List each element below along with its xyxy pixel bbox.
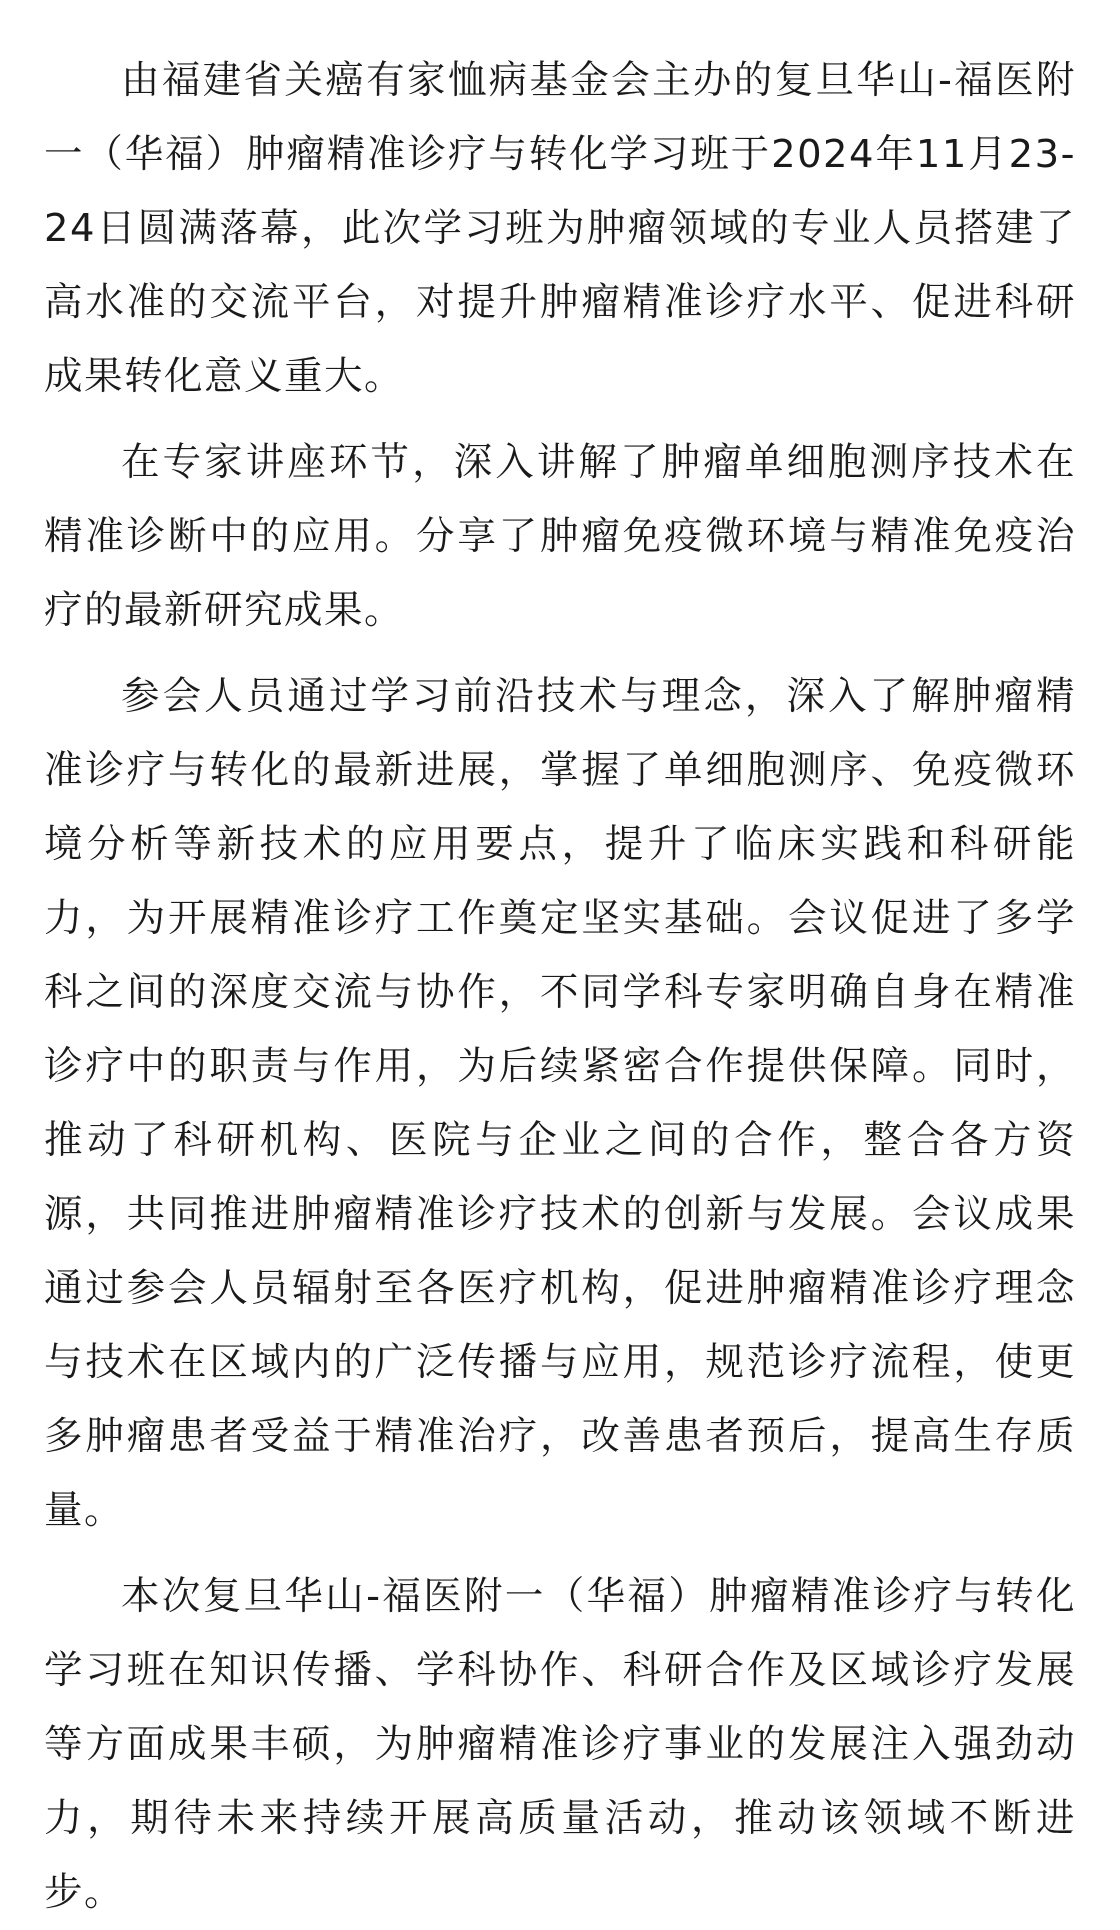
paragraph-conclusion: 本次复旦华山-福医附一（华福）肿瘤精准诊疗与转化学习班在知识传播、学科协作、科研合作及区域诊疗发展等方面成果丰硕，为肿瘤精准诊疗事业的发展注入强劲动力，期待未来持续开展高质量活动，推动该领域不断进步。 <box>44 1574 1076 1915</box>
paragraph-outcomes: 参会人员通过学习前沿技术与理念，深入了解肿瘤精准诊疗与转化的最新进展，掌握了单细胞测序、免疫微环境分析等新技术的应用要点，提升了临床实践和科研能力，为开展精准诊疗工作奠定坚实基础。会议促进了多学科之间的深度交流与协作，不同学科专家明确自身在精准诊疗中的职责与作用，为后续紧密合作提供保障。同时，推动了科研机构、医院与企业之间的合作，整合各方资源，共同推进肿瘤精准诊疗技术的创新与发展。会议成果通过参会人员辐射至各医疗机构，促进肿瘤精准诊疗理念与技术在区域内的广泛传播与应用，规范诊疗流程，使更多肿瘤患者受益于精准治疗，改善患者预后，提高生存质量。 <box>44 674 1076 1533</box>
paragraph-intro: 由福建省关癌有家恤病基金会主办的复旦华山-福医附一（华福）肿瘤精准诊疗与转化学习班于2024年11月23-24日圆满落幕，此次学习班为肿瘤领域的专业人员搭建了高水准的交流平台，对提升肿瘤精准诊疗水平、促进科研成果转化意义重大。 <box>44 58 1076 399</box>
paragraph-lectures: 在专家讲座环节，深入讲解了肿瘤单细胞测序技术在精准诊断中的应用。分享了肿瘤免疫微环境与精准免疫治疗的最新研究成果。 <box>44 440 1076 633</box>
